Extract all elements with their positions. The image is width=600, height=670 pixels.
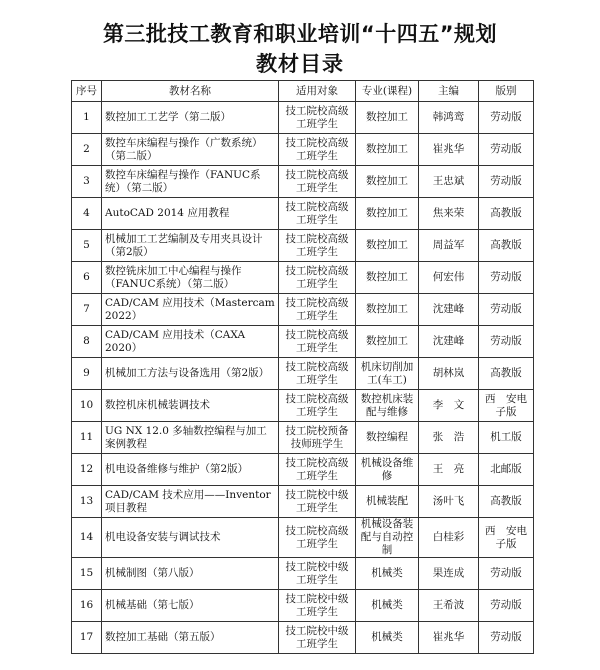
column-header-editor: 主编 [419, 81, 479, 102]
table-row [72, 262, 534, 294]
cell-editor: 王希波 [419, 590, 479, 622]
table-row [72, 230, 534, 262]
table-row [72, 326, 534, 358]
cell-textbook-name: CAD/CAM 应用技术（Mastercam 2022） [102, 294, 279, 326]
cell-editor: 何宏伟 [419, 262, 479, 294]
cell-publisher: 劳动版 [479, 590, 534, 622]
cell-editor: 张 浩 [419, 422, 479, 454]
cell-editor: 王 亮 [419, 454, 479, 486]
column-header-textbook-name: 教材名称 [102, 81, 279, 102]
cell-number: 3 [72, 166, 102, 198]
cell-number: 10 [72, 390, 102, 422]
table-row [72, 166, 534, 198]
cell-publisher: 劳动版 [479, 558, 534, 590]
cell-major: 机械装配 [356, 486, 419, 518]
cell-audience: 技工院校高级工班学生 [279, 390, 356, 422]
cell-editor: 王忠斌 [419, 166, 479, 198]
cell-publisher: 机工版 [479, 422, 534, 454]
cell-textbook-name: UG NX 12.0 多轴数控编程与加工案例教程 [102, 422, 279, 454]
cell-number: 7 [72, 294, 102, 326]
cell-textbook-name: 机械制图（第八版） [102, 558, 279, 590]
column-header-audience: 适用对象 [279, 81, 356, 102]
cell-number: 2 [72, 134, 102, 166]
cell-major: 数控加工 [356, 198, 419, 230]
cell-major: 机械类 [356, 558, 419, 590]
cell-publisher: 高教版 [479, 486, 534, 518]
cell-audience: 技工院校高级工班学生 [279, 294, 356, 326]
cell-number: 15 [72, 558, 102, 590]
cell-publisher: 劳动版 [479, 134, 534, 166]
cell-textbook-name: 机械加工工艺编制及专用夹具设计（第2版） [102, 230, 279, 262]
cell-audience: 技工院校高级工班学生 [279, 454, 356, 486]
cell-textbook-name: 数控加工工艺学（第二版） [102, 102, 279, 134]
cell-major: 数控编程 [356, 422, 419, 454]
cell-publisher: 劳动版 [479, 102, 534, 134]
table-row [72, 590, 534, 622]
cell-major: 机床切削加工(车工) [356, 358, 419, 390]
cell-editor: 韩鸿鸾 [419, 102, 479, 134]
column-header-publisher: 版别 [479, 81, 534, 102]
cell-audience: 技工院校高级工班学生 [279, 262, 356, 294]
cell-audience: 技工院校预备技师班学生 [279, 422, 356, 454]
table-row [72, 358, 534, 390]
cell-audience: 技工院校中级工班学生 [279, 622, 356, 654]
cell-textbook-name: 机械加工方法与设备选用（第2版） [102, 358, 279, 390]
cell-audience: 技工院校高级工班学生 [279, 230, 356, 262]
cell-publisher: 劳动版 [479, 166, 534, 198]
cell-major: 机械设备装配与自动控制 [356, 518, 419, 558]
cell-major: 数控加工 [356, 102, 419, 134]
cell-audience: 技工院校高级工班学生 [279, 166, 356, 198]
cell-editor: 沈建峰 [419, 326, 479, 358]
cell-editor: 焦来荣 [419, 198, 479, 230]
cell-textbook-name: 数控车床编程与操作（FANUC系统）（第二版） [102, 166, 279, 198]
table-body [72, 102, 534, 654]
cell-major: 数控加工 [356, 326, 419, 358]
cell-editor: 崔兆华 [419, 622, 479, 654]
cell-editor: 白桂彩 [419, 518, 479, 558]
cell-editor: 崔兆华 [419, 134, 479, 166]
cell-number: 5 [72, 230, 102, 262]
table-row [72, 518, 534, 558]
cell-textbook-name: CAD/CAM 技术应用——Inventor 项目教程 [102, 486, 279, 518]
column-header-major: 专业(课程) [356, 81, 419, 102]
cell-textbook-name: 数控加工基础（第五版） [102, 622, 279, 654]
cell-textbook-name: 数控车床编程与操作（广数系统）（第二版） [102, 134, 279, 166]
cell-number: 6 [72, 262, 102, 294]
cell-editor: 果连成 [419, 558, 479, 590]
cell-major: 机械设备维修 [356, 454, 419, 486]
cell-publisher: 高教版 [479, 198, 534, 230]
cell-number: 13 [72, 486, 102, 518]
cell-audience: 技工院校高级工班学生 [279, 358, 356, 390]
cell-audience: 技工院校高级工班学生 [279, 518, 356, 558]
cell-major: 数控加工 [356, 230, 419, 262]
table-row [72, 422, 534, 454]
cell-textbook-name: AutoCAD 2014 应用教程 [102, 198, 279, 230]
column-header-number: 序号 [72, 81, 102, 102]
table-row [72, 134, 534, 166]
table-row [72, 622, 534, 654]
cell-major: 机械类 [356, 590, 419, 622]
cell-publisher: 劳动版 [479, 622, 534, 654]
table-row [72, 486, 534, 518]
table-header-row [72, 81, 534, 102]
cell-major: 数控加工 [356, 262, 419, 294]
cell-audience: 技工院校高级工班学生 [279, 102, 356, 134]
cell-editor: 沈建峰 [419, 294, 479, 326]
cell-editor: 汤叶飞 [419, 486, 479, 518]
cell-textbook-name: 数控铣床加工中心编程与操作（FANUC系统）（第二版） [102, 262, 279, 294]
cell-audience: 技工院校高级工班学生 [279, 134, 356, 166]
cell-publisher: 西 安电子版 [479, 390, 534, 422]
cell-major: 数控机床装配与维修 [356, 390, 419, 422]
cell-textbook-name: 机电设备维修与维护（第2版） [102, 454, 279, 486]
cell-number: 16 [72, 590, 102, 622]
cell-number: 9 [72, 358, 102, 390]
cell-number: 17 [72, 622, 102, 654]
cell-publisher: 劳动版 [479, 262, 534, 294]
cell-publisher: 劳动版 [479, 294, 534, 326]
cell-audience: 技工院校中级工班学生 [279, 558, 356, 590]
cell-number: 4 [72, 198, 102, 230]
cell-audience: 技工院校中级工班学生 [279, 590, 356, 622]
cell-textbook-name: 数控机床机械装调技术 [102, 390, 279, 422]
cell-publisher: 高教版 [479, 358, 534, 390]
cell-textbook-name: CAD/CAM 应用技术（CAXA 2020） [102, 326, 279, 358]
document-title: 第三批技工教育和职业培训“十四五”规划 [102, 22, 498, 46]
cell-audience: 技工院校中级工班学生 [279, 486, 356, 518]
cell-editor: 李 文 [419, 390, 479, 422]
document-subtitle: 教材目录 [256, 52, 344, 76]
textbook-catalog-table [71, 80, 534, 654]
table-row [72, 102, 534, 134]
cell-number: 11 [72, 422, 102, 454]
table-row [72, 294, 534, 326]
cell-audience: 技工院校高级工班学生 [279, 326, 356, 358]
table-row [72, 558, 534, 590]
cell-textbook-name: 机电设备安装与调试技术 [102, 518, 279, 558]
cell-number: 8 [72, 326, 102, 358]
cell-major: 数控加工 [356, 166, 419, 198]
cell-publisher: 高教版 [479, 230, 534, 262]
table-row [72, 390, 534, 422]
cell-number: 1 [72, 102, 102, 134]
cell-audience: 技工院校高级工班学生 [279, 198, 356, 230]
cell-major: 数控加工 [356, 134, 419, 166]
cell-textbook-name: 机械基础（第七版） [102, 590, 279, 622]
cell-number: 14 [72, 518, 102, 558]
cell-number: 12 [72, 454, 102, 486]
cell-publisher: 西 安电子版 [479, 518, 534, 558]
cell-editor: 胡林岚 [419, 358, 479, 390]
cell-major: 机械类 [356, 622, 419, 654]
cell-major: 数控加工 [356, 294, 419, 326]
table-row [72, 198, 534, 230]
cell-publisher: 劳动版 [479, 326, 534, 358]
cell-editor: 周益军 [419, 230, 479, 262]
table-row [72, 454, 534, 486]
cell-publisher: 北邮版 [479, 454, 534, 486]
